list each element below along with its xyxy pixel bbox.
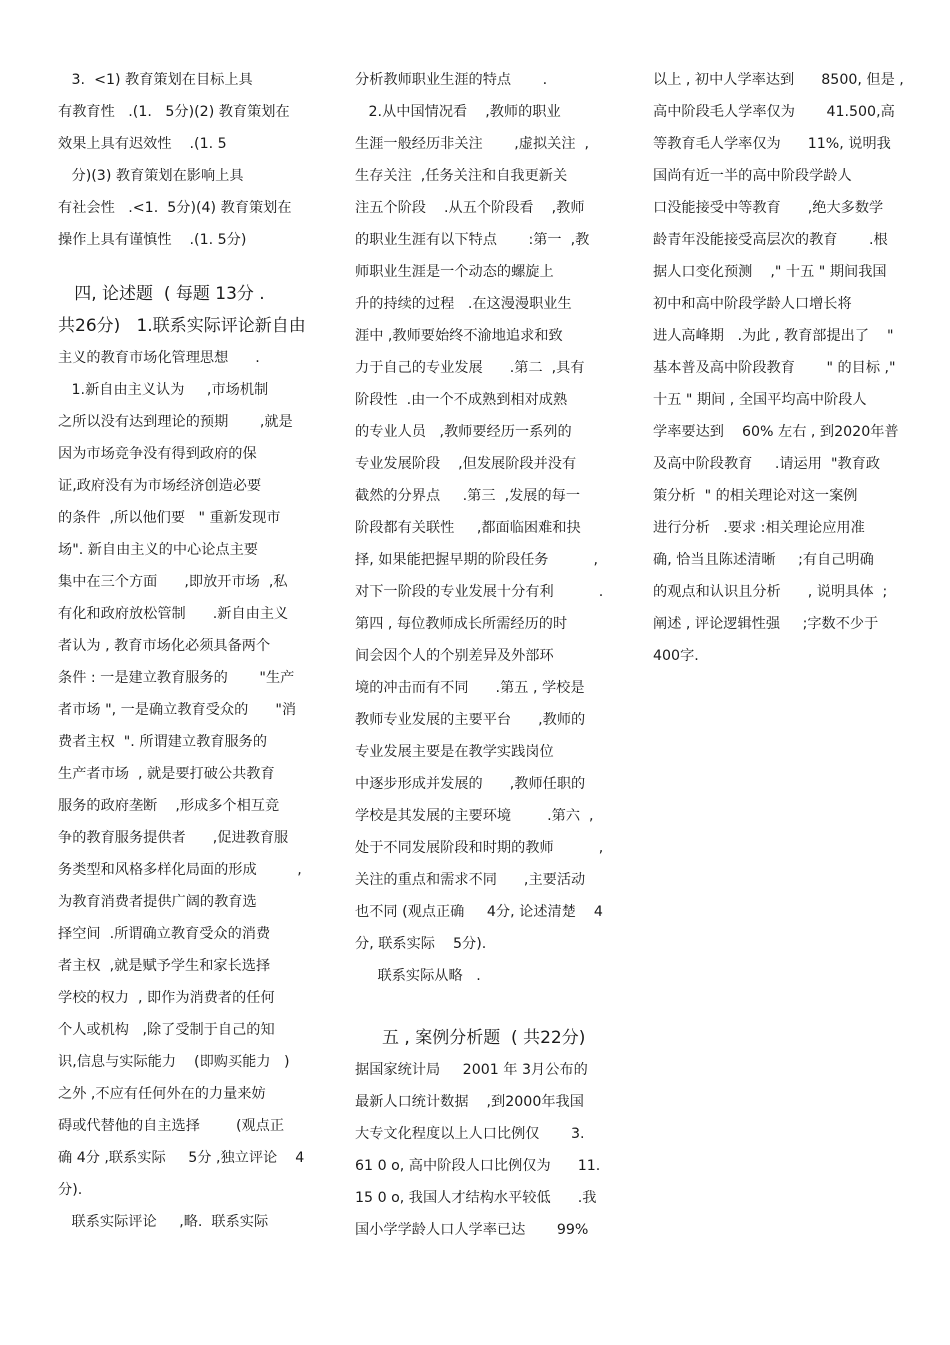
text-line: 学率要达到 60% 左右 , 到2020年普	[653, 424, 899, 440]
text-line: 2.从中国情况看 ,教师的职业	[355, 104, 561, 120]
text-line: 之所以没有达到理论的预期 ,就是	[58, 414, 293, 430]
text-line: 15 0 o, 我国人才结构水平较低 .我	[355, 1190, 597, 1206]
text-line: 关注的重点和需求不同 ,主要活动	[355, 872, 586, 888]
text-line: 国尚有近一半的高中阶段学龄人	[653, 168, 852, 184]
text-line: 进行分析 .要求 :相关理论应用准	[653, 520, 865, 536]
text-line: 初中和高中阶段学龄人口增长将	[653, 296, 852, 312]
text-line: 识,信息与实际能力 (即购买能力 )	[58, 1054, 290, 1070]
text-line: 等教育毛人学率仅为 11%, 说明我	[653, 136, 891, 152]
text-line: 阶段性 .由一个不成熟到相对成熟	[355, 392, 568, 408]
text-line: 涯中 ,教师要始终不渝地追求和致	[355, 328, 563, 344]
text-line: 高中阶段毛人学率仅为 41.500,高	[653, 104, 895, 120]
text-column-left	[58, 64, 308, 1238]
text-line: 十五 " 期间 , 全国平均高中阶段人	[653, 392, 867, 408]
text-line: 确, 恰当且陈述清晰 ;有自己明确	[653, 552, 874, 568]
text-line: 400字.	[653, 648, 699, 664]
text-line	[58, 256, 308, 278]
text-line: 择空间 .所谓确立教育受众的消费	[58, 926, 271, 942]
text-column-middle	[355, 64, 605, 1246]
text-line: 的条件 ,所以他们要 " 重新发现市	[58, 510, 281, 526]
text-line: 境的冲击而有不同 .第五 , 学校是	[355, 680, 585, 696]
text-line: 有社会性 .<1. 5分)(4) 教育策划在	[58, 200, 292, 216]
text-line: 阶段都有关联性 ,都面临困难和抉	[355, 520, 581, 536]
text-line: 专业发展主要是在教学实践岗位	[355, 744, 554, 760]
text-line: 师职业生涯是一个动态的螺旋上	[355, 264, 554, 280]
text-line: 据国家统计局 2001 年 3月公布的	[355, 1062, 588, 1078]
text-line: 最新人口统计数据 ,到2000年我国	[355, 1094, 584, 1110]
text-line: 的观点和认识且分析 , 说明具体 ;	[653, 584, 888, 600]
text-line: 教师专业发展的主要平台 ,教师的	[355, 712, 586, 728]
text-line: 择, 如果能把握早期的阶段任务 ,	[355, 552, 599, 568]
text-line: 有化和政府放松管制 .新自由主义	[58, 606, 289, 622]
text-line	[355, 992, 605, 1022]
section-heading-line: 五 , 案例分析题 ( 共22分)	[355, 1028, 586, 1048]
text-line: 者认为 , 教育市场化必须具备两个	[58, 638, 271, 654]
text-line: 间会因个人的个别差异及外部环	[355, 648, 554, 664]
text-line: 服务的政府垄断 ,形成多个相互竞	[58, 798, 280, 814]
section-heading-line: 共26分) 1.联系实际评论新自由	[58, 316, 306, 336]
text-line: 效果上具有迟效性 .(1. 5	[58, 136, 227, 152]
text-line: 者市场 ", 一是确立教育受众的 "消	[58, 702, 297, 718]
section-heading-line: 四, 论述题 ( 每题 13分 .	[58, 284, 265, 304]
text-line: 阐述 , 评论逻辑性强 ;字数不少于	[653, 616, 879, 632]
text-line: 策分析 " 的相关理论对这一案例	[653, 488, 858, 504]
text-line: 有教育性 .(1. 5分)(2) 教育策划在	[58, 104, 290, 120]
text-line: 对下一阶段的专业发展十分有利 .	[355, 584, 604, 600]
text-line: 联系实际评论 ,略. 联系实际	[58, 1214, 269, 1230]
text-line: 集中在三个方面 ,即放开市场 ,私	[58, 574, 288, 590]
text-line: 注五个阶段 .从五个阶段看 ,教师	[355, 200, 585, 216]
text-line: 的职业生涯有以下特点 :第一 ,教	[355, 232, 590, 248]
text-line: 学校是其发展的主要环境 .第六 ,	[355, 808, 594, 824]
text-line: 条件 : 一是建立教育服务的 "生产	[58, 670, 295, 686]
text-line: 费者主权 ". 所谓建立教育服务的	[58, 734, 268, 750]
text-line: 专业发展阶段 ,但发展阶段并没有	[355, 456, 577, 472]
text-line: 中逐步形成并发展的 ,教师任职的	[355, 776, 586, 792]
text-line: 的专业人员 ,教师要经历一系列的	[355, 424, 572, 440]
text-line: 个人或机构 ,除了受制于自己的知	[58, 1022, 275, 1038]
text-line: 口没能接受中等教育 ,绝大多数学	[653, 200, 884, 216]
text-line: 及高中阶段教育 .请运用 "教育政	[653, 456, 881, 472]
text-line: 国小学学龄人口人学率已达 99%	[355, 1222, 589, 1238]
text-line: 基本普及高中阶段教育 " 的目标 ,"	[653, 360, 896, 376]
text-line: 学校的权力 , 即作为消费者的任何	[58, 990, 275, 1006]
text-column-right	[653, 64, 903, 672]
text-line: 力于自己的专业发展 .第二 ,具有	[355, 360, 585, 376]
text-line: 操作上具有谨慎性 .(1. 5分)	[58, 232, 247, 248]
text-line: 以上 , 初中人学率达到 8500, 但是 ,	[653, 72, 904, 88]
text-line: 主义的教育市场化管理思想 .	[58, 350, 260, 366]
text-line: 争的教育服务提供者 ,促进教育服	[58, 830, 289, 846]
text-line: 龄青年没能接受高层次的教育 .根	[653, 232, 888, 248]
text-line: 务类型和风格多样化局面的形成 ,	[58, 862, 302, 878]
text-line: 生产者市场 , 就是要打破公共教育	[58, 766, 275, 782]
text-line: 进人高峰期 .为此 , 教育部提出了 "	[653, 328, 894, 344]
text-line: 证,政府没有为市场经济创造必要	[58, 478, 262, 494]
text-line: 3. <1) 教育策划在目标上具	[58, 72, 253, 88]
text-line: 场". 新自由主义的中心论点主要	[58, 542, 258, 558]
text-line: 据人口变化预测 ," 十五 " 期间我国	[653, 264, 887, 280]
text-line: 碍或代替他的自主选择 (观点正	[58, 1118, 285, 1134]
text-line: 1.新自由主义认为 ,市场机制	[58, 382, 269, 398]
text-line: 生存关注 ,任务关注和自我更新关	[355, 168, 568, 184]
text-line: 为教育消费者提供广阔的教育选	[58, 894, 257, 910]
text-line: 分, 联系实际 5分).	[355, 936, 487, 952]
text-line: 升的持续的过程 .在这漫漫职业生	[355, 296, 572, 312]
text-line: 分析教师职业生涯的特点 .	[355, 72, 548, 88]
text-line: 截然的分界点 .第三 ,发展的每一	[355, 488, 581, 504]
text-line: 分).	[58, 1182, 83, 1198]
text-line: 处于不同发展阶段和时期的教师 ,	[355, 840, 604, 856]
text-line: 生涯一般经历非关注 ,虚拟关注 ,	[355, 136, 590, 152]
text-line: 确 4分 ,联系实际 5分 ,独立评论 4	[58, 1150, 305, 1166]
text-line: 第四 , 每位教师成长所需经历的时	[355, 616, 568, 632]
text-line: 也不同 (观点正确 4分, 论述清楚 4	[355, 904, 603, 920]
text-line: 因为市场竞争没有得到政府的保	[58, 446, 257, 462]
text-line: 大专文化程度以上人口比例仅 3.	[355, 1126, 585, 1142]
text-line: 联系实际从略 .	[355, 968, 481, 984]
text-line: 61 0 o, 高中阶段人口比例仅为 11.	[355, 1158, 601, 1174]
text-line: 分)(3) 教育策划在影响上具	[58, 168, 244, 184]
text-line: 之外 ,不应有任何外在的力量来妨	[58, 1086, 266, 1102]
text-line: 者主权 ,就是赋予学生和家长选择	[58, 958, 271, 974]
